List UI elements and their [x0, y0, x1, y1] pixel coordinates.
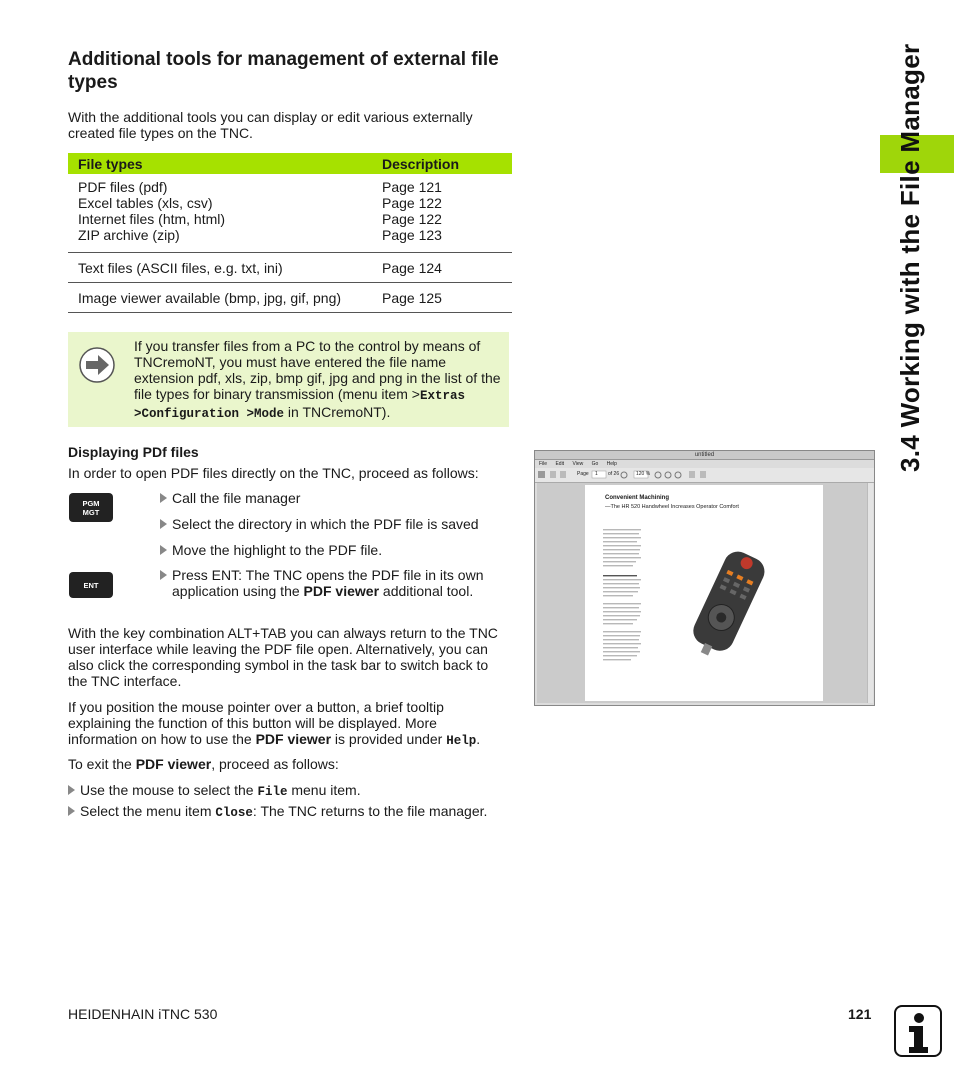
section-title: Additional tools for management of external file types [68, 49, 499, 93]
viewer-menu-item: Help [606, 461, 617, 467]
viewer-page-label: Page [577, 471, 589, 477]
table-row [68, 253, 512, 283]
viewer-menu-item: File [539, 461, 548, 467]
table-cell-desc: Page 122 [382, 211, 442, 227]
paragraph-alt-tab: With the key combination ALT+TAB you can always return to the TNC user interface while leaving the PDF file open. Alternatively, you can also click the corresponding symbol in the task bar to switch back to the TNC interface. [68, 625, 498, 689]
viewer-toolbar [535, 468, 874, 483]
chapter-title: 3.4 Working with the File Manager [895, 43, 925, 472]
arrow-right-icon [79, 347, 115, 383]
viewer-menu-item: Edit [555, 461, 565, 467]
table-cell-desc: Page 125 [382, 289, 442, 306]
subsection-intro: In order to open PDF files directly on the TNC, proceed as follows: [68, 465, 479, 481]
viewer-page-value: 1 [595, 471, 598, 477]
table-cell-type: Internet files (htm, html) [78, 211, 226, 227]
file-types-table [68, 153, 512, 313]
step-triangle-icon [68, 785, 75, 795]
table-header [68, 153, 512, 174]
exit-step-item: Select the menu item Close: The TNC returns to the file manager. [68, 803, 487, 821]
step-item: Move the highlight to the PDF file. [160, 542, 382, 558]
step-triangle-icon [160, 519, 167, 529]
doc-subtitle: —The HR 520 Handwheel Increases Operator Comfort [605, 504, 739, 510]
doc-text-and-handwheel-image [603, 529, 823, 679]
paragraph-tooltip: If you position the mouse pointer over a button, a brief tooltip explaining the function of this button will be displayed. More information on how to use the PDF viewer is provided under Help. [68, 699, 481, 748]
step-triangle-icon [160, 570, 167, 580]
section-intro: With the additional tools you can display or edit various externally created file types on the TNC. [68, 109, 473, 141]
note-box [68, 332, 509, 427]
doc-title: Convenient Machining [605, 495, 670, 501]
step-item: Press ENT: The TNC opens the PDF file in its own [160, 567, 484, 583]
viewer-scrollbar[interactable] [867, 483, 873, 703]
subsection-heading: Displaying PDf files [68, 444, 199, 460]
table-cell-type: ZIP archive (zip) [78, 227, 180, 243]
ent-key: ENT [69, 572, 113, 598]
step-item: Select the directory in which the PDF file is saved [160, 516, 479, 532]
step-triangle-icon [160, 493, 167, 503]
table-header-description: Description [382, 155, 460, 172]
viewer-zoom: 120 % [636, 471, 651, 477]
footer-product: HEIDENHAIN iTNC 530 [68, 1006, 218, 1022]
table-cell-type: Excel tables (xls, csv) [78, 195, 213, 211]
table-row [68, 174, 512, 253]
step-triangle-icon [68, 806, 75, 816]
viewer-page-of: of 26 [608, 471, 620, 477]
viewer-document-area [537, 483, 868, 703]
table-cell-desc: Page 121 [382, 179, 442, 195]
page-number: 121 [848, 1006, 872, 1022]
table-cell-desc: Page 123 [382, 227, 442, 243]
note-text: If you transfer files from a PC to the control by means of TNCremoNT, you must have entered the file name extension pdf, xls, zip, bmp gif, jpg and png in the list of the file types for binary transmission (menu item >Extras >Configuration >Mode in TNCremoNT). [134, 338, 501, 421]
step-item-continued: application using the PDF viewer additional tool. [172, 583, 474, 599]
viewer-titlebar: untitled [535, 451, 874, 460]
viewer-menubar [535, 460, 874, 468]
table-cell-desc: Page 124 [382, 259, 442, 276]
table-cell-type: Image viewer available (bmp, jpg, gif, png) [78, 289, 342, 306]
table-row [68, 283, 512, 313]
paragraph-exit: To exit the PDF viewer, proceed as follows: [68, 756, 339, 772]
step-item: Call the file manager [160, 490, 300, 506]
table-header-file-types: File types [78, 155, 143, 172]
viewer-menu-item: Go [591, 461, 599, 467]
table-cell-type: Text files (ASCII files, e.g. txt, ini) [78, 259, 283, 276]
table-cell-desc: Page 122 [382, 195, 442, 211]
info-glyph [896, 1007, 940, 1055]
menu-path-code: Extras >Configuration >Mode [134, 389, 465, 421]
viewer-page [585, 485, 823, 701]
pgm-mgt-key: PGM MGT [69, 493, 113, 522]
info-icon [894, 1005, 942, 1057]
pdf-viewer-screenshot [534, 450, 875, 706]
table-cell-type: PDF files (pdf) [78, 179, 168, 195]
step-triangle-icon [160, 545, 167, 555]
viewer-menu-item: View [572, 461, 584, 467]
exit-step-item: Use the mouse to select the File menu item. [68, 782, 361, 800]
